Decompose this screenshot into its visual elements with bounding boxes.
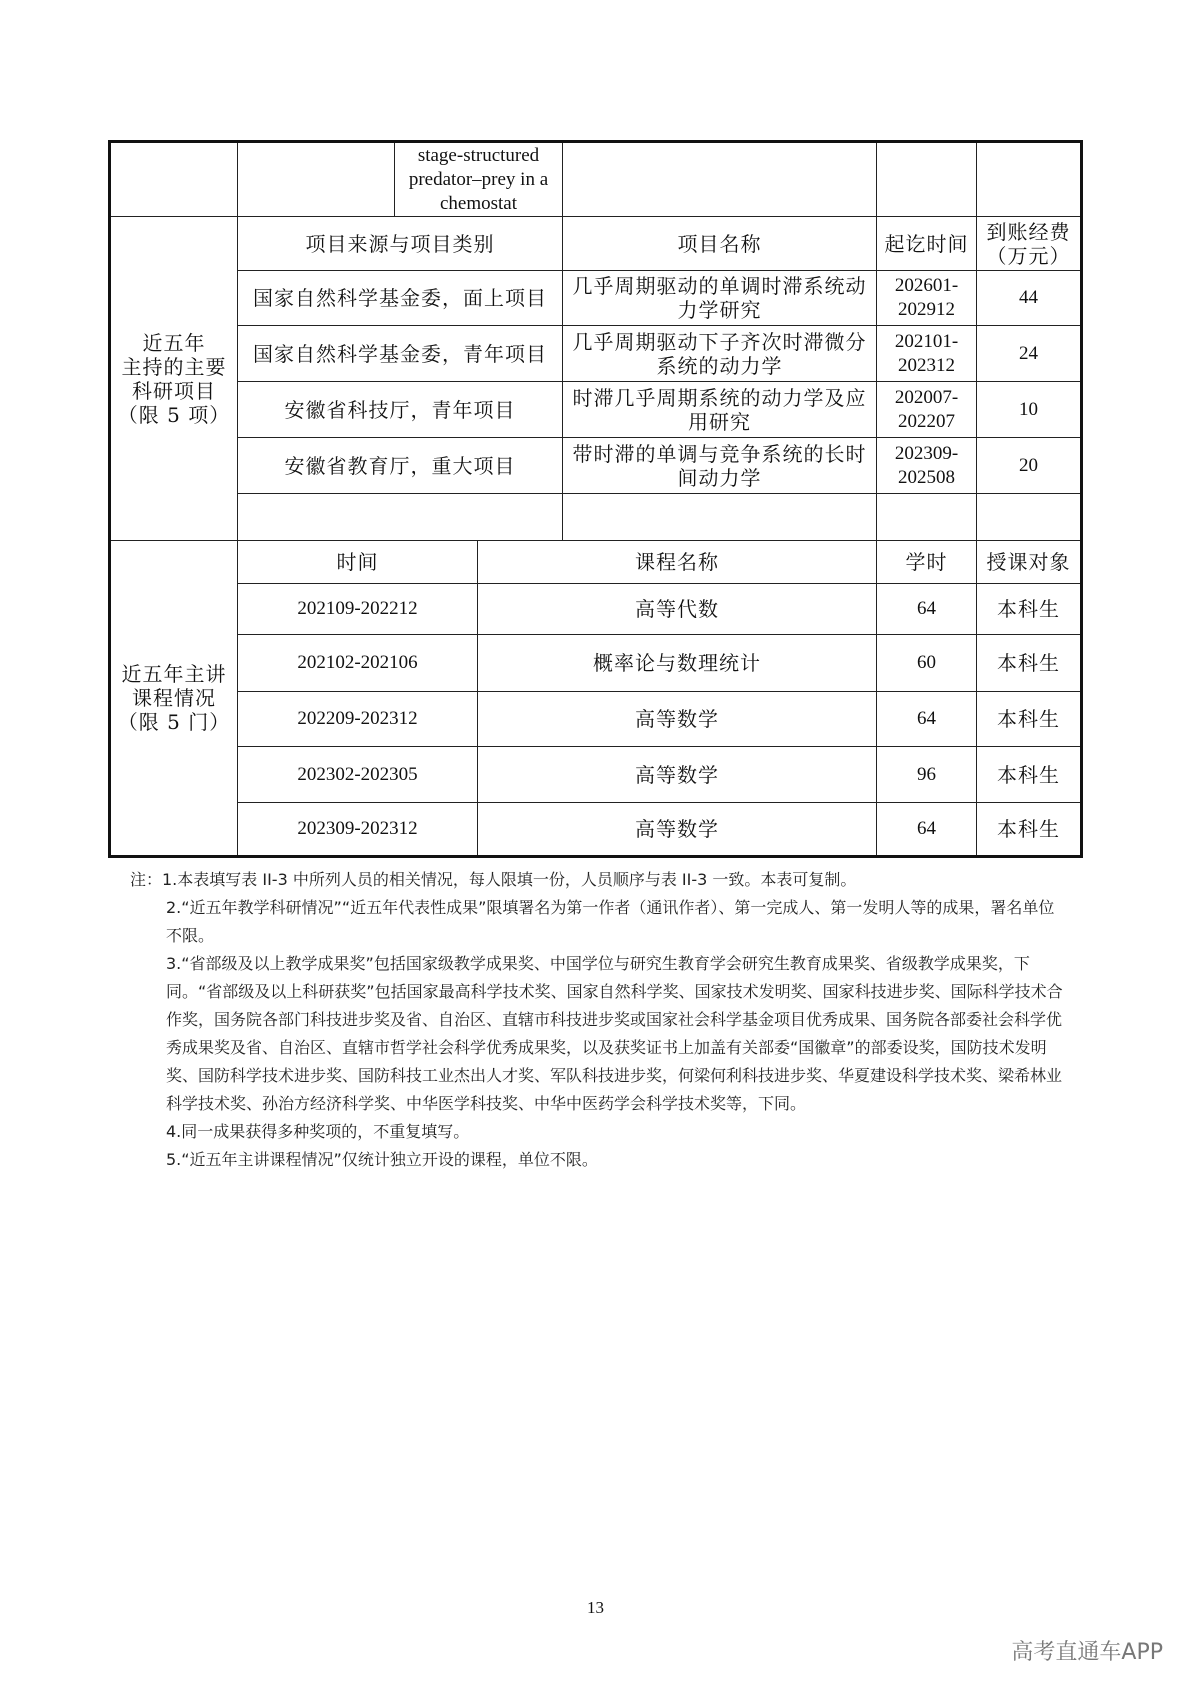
course-name: 高等代数 [635, 597, 719, 621]
project-name: 带时滞的单调与竞争系统的长时 间动力学 [572, 441, 867, 490]
paper-title-cell: stage-structured predator–prey in a chemostat [408, 144, 549, 214]
note-1: 注：1.本表填写表 II-3 中所列人员的相关情况，每人限填一份，人员顺序与表 II-3 一致。本表可复制。 [130, 870, 857, 889]
course-audience: 本科生 [997, 597, 1060, 621]
course-hours: 64 [917, 708, 936, 729]
project-source: 安徽省科技厅，青年项目 [284, 397, 516, 422]
courses-section-label: 近五年主讲 课程情况 （限 5 门） [117, 662, 231, 734]
project-name: 几乎周期驱动下子齐次时滞微分 系统的动力学 [572, 329, 867, 378]
note-3: 3.“省部级及以上教学成果奖”包括国家级教学成果奖、中国学位与研究生教育学会研究生教育成果奖、省级教学成果奖，下同。“省部级及以上科研获奖”包括国家最高科学技术奖、国家自然科学奖、国家技术发明奖、国家科技进步奖、国际科学技术合作奖，国务院各部门科技进步奖及省、自治区、直辖市科技进步奖或国家社会科学基金项目优秀成果、国务院各部委社会科学优秀成果奖及省、自治区、直辖市哲学社会科学优秀成果奖，以及获奖证书上加盖有关部委“国徽章”的部委设奖，国防技术发明奖、国防科学技术进步奖、国防科技工业杰出人才奖、军队科技进步奖，何梁何利科技进步奖、华夏建设科学技术奖、梁希林业科学技术奖、孙治方经济科学奖、中华医学科技奖、中华中医药学会科学技术奖等，下同。 [166, 954, 1063, 1113]
note-4: 4.同一成果获得多种奖项的，不重复填写。 [166, 1122, 470, 1141]
info-table [108, 140, 1083, 858]
course-hours: 96 [917, 763, 936, 785]
project-name: 几乎周期驱动的单调时滞系统动 力学研究 [572, 274, 867, 322]
course-name: 高等数学 [635, 707, 719, 731]
note-2: 2.“近五年教学科研情况”“近五年代表性成果”限填署名为第一作者（通讯作者）、第一完成人、第一发明人等的成果，署名单位不限。 [166, 898, 1055, 945]
course-hours: 64 [917, 598, 936, 619]
page-number: 13 [587, 1598, 604, 1617]
course-name: 概率论与数理统计 [593, 651, 761, 675]
note-5: 5.“近五年主讲课程情况”仅统计独立开设的课程，单位不限。 [166, 1150, 598, 1169]
project-funding: 10 [1019, 398, 1038, 420]
course-audience: 本科生 [997, 651, 1060, 675]
course-hours: 60 [917, 652, 936, 673]
header-funding: 到账经费 （万元） [986, 219, 1071, 268]
course-audience: 本科生 [997, 762, 1060, 787]
course-audience: 本科生 [997, 707, 1060, 731]
header-project-name: 项目名称 [677, 231, 762, 256]
project-name: 时滞几乎周期系统的动力学及应 用研究 [572, 385, 867, 434]
project-period: 202601- 202912 [894, 275, 959, 320]
project-source: 安徽省教育厅，重大项目 [284, 453, 516, 478]
course-time: 202302-202305 [297, 763, 418, 785]
divider [237, 493, 1080, 494]
project-period: 202309- 202508 [894, 442, 959, 488]
project-period: 202007- 202207 [894, 386, 959, 432]
notes-block [130, 866, 1065, 1174]
project-funding: 44 [1019, 287, 1038, 308]
course-time: 202309-202312 [297, 818, 418, 839]
course-audience: 本科生 [997, 817, 1060, 841]
project-period: 202101- 202312 [894, 330, 959, 376]
course-name: 高等数学 [635, 762, 719, 787]
projects-section-label: 近五年 主持的主要 科研项目 （限 5 项） [117, 330, 231, 427]
course-name: 高等数学 [635, 817, 719, 841]
project-funding: 20 [1019, 454, 1038, 476]
course-time: 202209-202312 [297, 708, 418, 729]
header-time: 时间 [336, 550, 379, 574]
header-audience: 授课对象 [986, 550, 1071, 574]
course-time: 202102-202106 [297, 652, 418, 673]
header-source: 项目来源与项目类别 [305, 231, 495, 256]
watermark: 高考直通车APP [1011, 1640, 1163, 1665]
course-hours: 64 [917, 818, 936, 839]
project-source: 国家自然科学基金委，青年项目 [253, 341, 547, 366]
project-funding: 24 [1019, 342, 1038, 364]
project-source: 国家自然科学基金委，面上项目 [253, 286, 547, 310]
header-period: 起讫时间 [884, 231, 969, 256]
course-time: 202109-202212 [297, 598, 418, 619]
header-hours: 学时 [905, 550, 948, 574]
header-course-name: 课程名称 [635, 550, 719, 574]
